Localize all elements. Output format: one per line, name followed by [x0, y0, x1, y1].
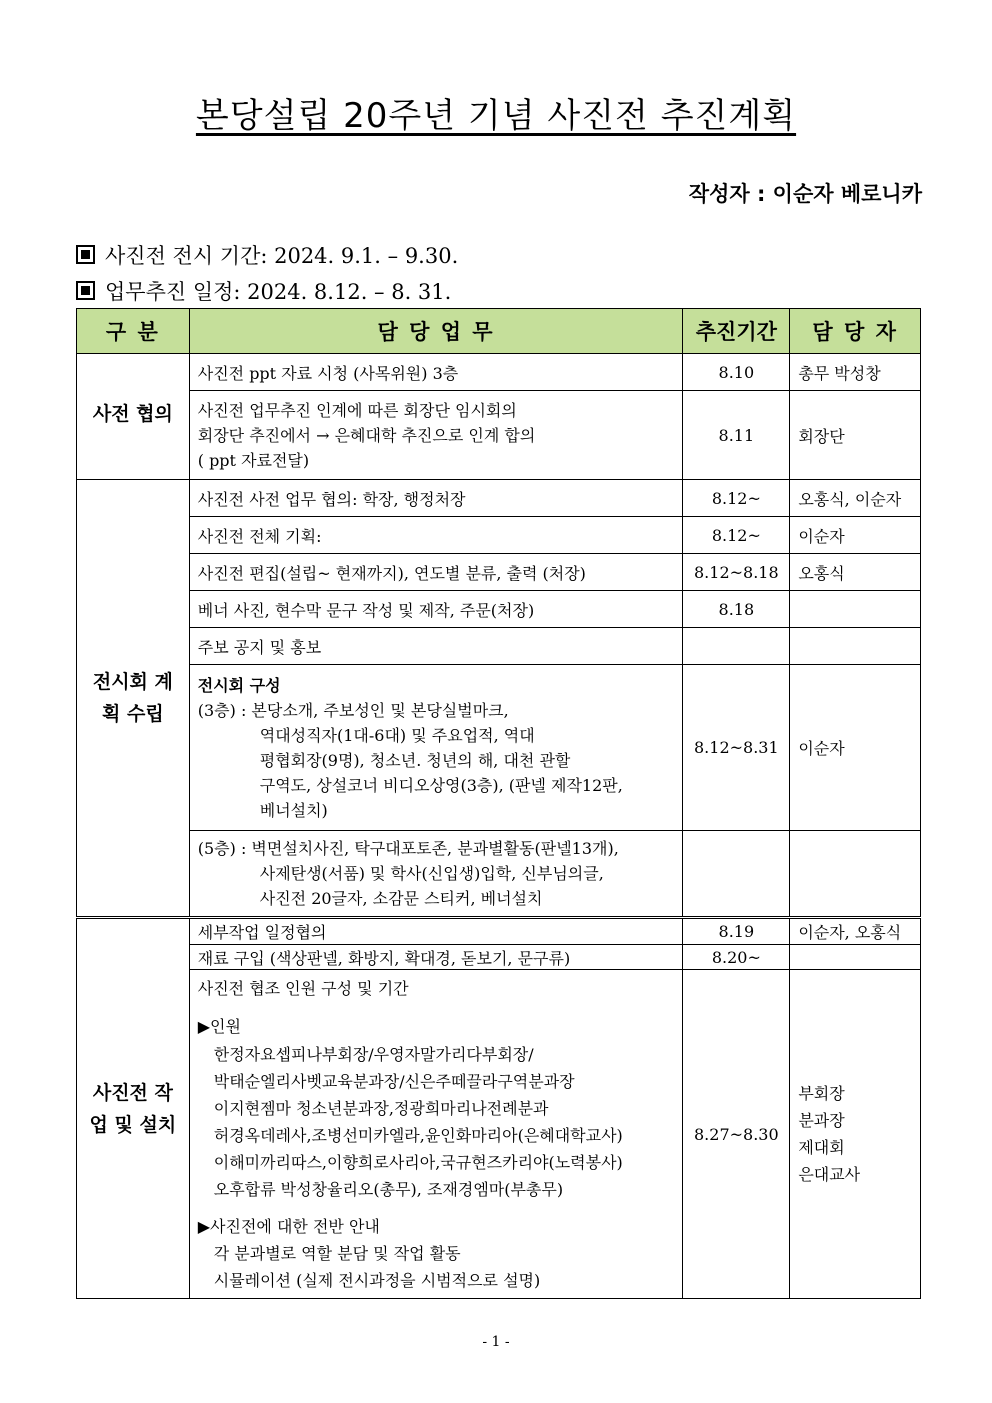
table-row	[77, 480, 921, 517]
people-line: 박태순엘리사벳교육분과장/신은주떼끌라구역분과장	[213, 1071, 575, 1091]
header-person: 담 당 자	[790, 309, 921, 354]
duty-line: (5층) : 벽면설치사진, 탁구대포토존, 분과별활동(판넬13개),	[197, 839, 619, 858]
work-schedule	[76, 276, 451, 306]
people-line: 이해미까리따스,이향희로사리아,국규현즈카리야(노력봉사)	[213, 1152, 623, 1172]
table-row	[77, 945, 921, 970]
subheading-people: ▶인원	[197, 1016, 241, 1036]
period-cell: 8.27~8.30	[683, 970, 790, 1299]
duty-line: 베너설치)	[259, 800, 328, 820]
people-line: 오후합류 박성창율리오(총무), 조재경엠마(부총무)	[213, 1179, 564, 1199]
page-number: - 1 -	[482, 1334, 510, 1350]
duty-cell	[189, 391, 683, 480]
square-bullet-icon	[76, 281, 95, 300]
period-cell: 8.12~	[683, 480, 790, 517]
table-row	[77, 591, 921, 628]
duty-line: ( ppt 자료전달)	[197, 450, 310, 470]
person-cell: 총무 박성창	[790, 354, 921, 391]
guide-line: 각 분과별로 역할 분담 및 작업 활동	[213, 1243, 461, 1263]
group-pre-consult: 사전 협의	[77, 354, 190, 480]
period-cell: 8.12~	[683, 517, 790, 554]
table-row	[77, 554, 921, 591]
info-text: 업무추진 일정: 2024. 8.12. – 8. 31.	[105, 280, 452, 304]
square-bullet-icon	[76, 245, 95, 264]
exhibition-period	[76, 240, 458, 270]
duty-line: 회장단 추진에서 → 은혜대학 추진으로 인계 합의	[197, 425, 536, 445]
person-line: 은대교사	[798, 1165, 861, 1184]
period-cell: 8.10	[683, 354, 790, 391]
people-line: 허경옥데레사,조병선미카엘라,윤인화마리아(은혜대학교사)	[213, 1125, 623, 1145]
duty-cell	[189, 970, 683, 1299]
table-row	[77, 918, 921, 945]
table-row	[77, 517, 921, 554]
duty-line: (3층) : 본당소개, 주보성인 및 본당실벌마크,	[197, 700, 509, 720]
person-cell: 이순자	[790, 517, 921, 554]
duty-cell	[189, 831, 683, 918]
table-row	[77, 831, 921, 918]
person-cell: 이순자	[790, 665, 921, 831]
period-cell	[683, 628, 790, 665]
period-cell: 8.12~8.31	[683, 665, 790, 831]
duty-cell: 주보 공지 및 홍보	[189, 628, 683, 665]
table-row	[77, 354, 921, 391]
duty-line: 평협회장(9명), 청소년. 청년의 해, 대천 관할	[259, 750, 571, 770]
duty-line: 사제탄생(서품) 및 학사(신입생)입학, 신부님의글,	[259, 864, 604, 883]
duty-line: 역대성직자(1대-6대) 및 주요업적, 역대	[259, 725, 535, 745]
header-period: 추진기간	[683, 309, 790, 354]
table-header	[77, 309, 921, 354]
subheading-guide: ▶사진전에 대한 전반 안내	[197, 1216, 380, 1236]
table-row	[77, 628, 921, 665]
period-cell: 8.20~	[683, 945, 790, 970]
duty-cell: 사진전 사전 업무 협의: 학장, 행정처장	[189, 480, 683, 517]
duty-cell: 베너 사진, 현수막 문구 작성 및 제작, 주문(처장)	[189, 591, 683, 628]
people-line: 이지현젬마 청소년분과장,정광희마리나전례분과	[213, 1098, 549, 1118]
person-line: 분과장	[798, 1111, 845, 1130]
person-cell: 이순자, 오홍식	[790, 918, 921, 945]
period-cell: 8.18	[683, 591, 790, 628]
period-cell: 8.12~8.18	[683, 554, 790, 591]
group-work-install: 사진전 작업 및 설치	[77, 918, 190, 1299]
person-cell: 오홍식, 이순자	[790, 480, 921, 517]
info-text: 사진전 전시 기간: 2024. 9.1. – 9.30.	[105, 244, 459, 268]
duty-line: 사진전 업무추진 인계에 따른 회장단 임시회의	[197, 400, 517, 420]
person-cell	[790, 970, 921, 1299]
period-cell	[683, 831, 790, 918]
duty-cell: 사진전 편집(설립~ 현재까지), 연도별 분류, 출력 (처장)	[189, 554, 683, 591]
table-row	[77, 970, 921, 1299]
period-cell: 8.19	[683, 918, 790, 945]
period-cell: 8.11	[683, 391, 790, 480]
duty-cell: 재료 구입 (색상판넬, 화방지, 확대경, 돋보기, 문구류)	[189, 945, 683, 970]
guide-line: 시뮬레이션 (실제 전시과정을 시범적으로 설명)	[213, 1270, 541, 1290]
person-cell: 회장단	[790, 391, 921, 480]
duty-cell: 세부작업 일정협의	[189, 918, 683, 945]
duty-cell: 사진전 전체 기획:	[189, 517, 683, 554]
author-line: 작성자 : 이순자 베로니카	[688, 182, 922, 206]
duty-cell	[189, 665, 683, 831]
header-duty: 담 당 업 무	[189, 309, 683, 354]
group-exhibition-planning: 전시회 계획 수립	[77, 480, 190, 918]
person-line: 제대회	[798, 1138, 845, 1157]
page-title: 본당설립 20주년 기념 사진전 추진계획	[195, 96, 797, 136]
duty-line: 사진전 20글자, 소감문 스티커, 베너설치	[259, 889, 543, 908]
person-line: 부회장	[798, 1084, 845, 1103]
person-cell	[790, 945, 921, 970]
people-line: 한정자요셉피나부회장/우영자말가리다부회장/	[213, 1044, 534, 1064]
person-cell	[790, 591, 921, 628]
header-category: 구 분	[77, 309, 190, 354]
duty-title: 전시회 구성	[197, 675, 281, 695]
duty-line: 구역도, 상설코너 비디오상영(3층), (판넬 제작12판,	[259, 775, 623, 795]
person-cell: 오홍식	[790, 554, 921, 591]
plan-table	[76, 308, 921, 1299]
table-row	[77, 391, 921, 480]
duty-cell: 사진전 ppt 자료 시청 (사목위원) 3층	[189, 354, 683, 391]
duty-title: 사진전 협조 인원 구성 및 기간	[197, 978, 409, 998]
person-cell	[790, 831, 921, 918]
table-row	[77, 665, 921, 831]
person-cell	[790, 628, 921, 665]
